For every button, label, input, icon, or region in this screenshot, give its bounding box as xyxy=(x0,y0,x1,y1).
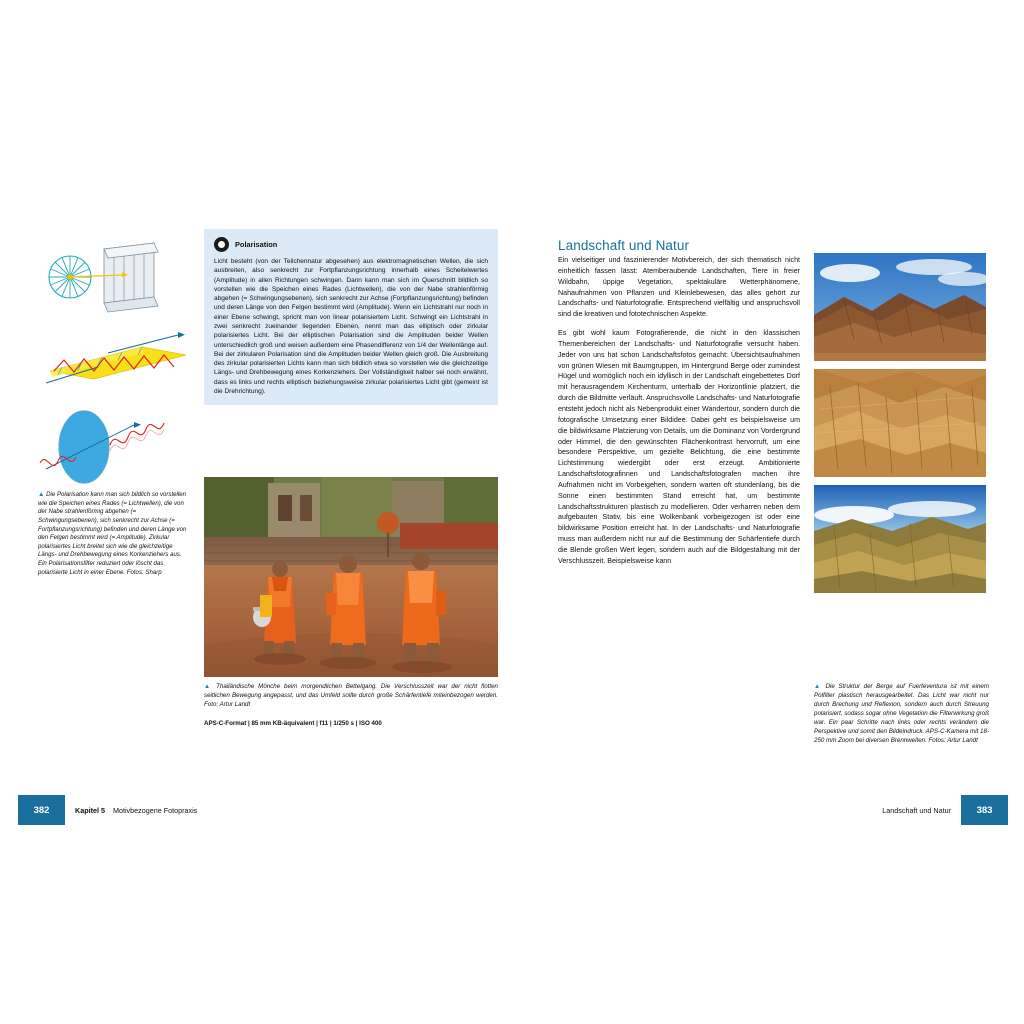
illustration-caption-text: Die Polarisation kann man sich bildlich so vorstellen wie die Speichen eines Rades (= Lichtwellen), die von der Nabe strahlenförmig abgehen (= Schwingungsebenen), sich senkrecht zur Achse (= Fortpflanzungsrichtung) befinden und deren Länge von den Felgen bestimmt wird (= Amplitude). Zirkular polarisiertes Licht breitet sich wie die gleichzeitige Längs- und Drehbewegung eines Korkenziehers aus. Ein Polarisationsfilter reduziert oder löscht das polarisierte Licht in einer Ebene. Fotos: Sharp xyxy=(38,491,187,576)
info-box-header xyxy=(214,237,488,252)
mountains-photo-caption-text: Die Struktur der Berge auf Fuerteventura ist mit einem Polfilter plastisch herausgearbeitet. Das Licht war nicht nur durch Brechung und Reflexion, sondern auch durch Streuung polarisiert, sodass sogar ohne Vegetation die Filterwirkung groß war. Ein paar Schritte nach links oder rechts verändern die Perspektive und somit den Bildeindruck. APS-C-Kamera mit 18-250 mm Zoom bei diversen Brennweiten. Fotos: Artur Landt xyxy=(814,683,989,744)
fuerteventura-mountains-photo-3 xyxy=(814,485,986,593)
photo-2-artwork xyxy=(814,369,986,477)
polarisation-diagram-svg xyxy=(38,235,190,490)
fuerteventura-mountains-photo-1 xyxy=(814,253,986,361)
monks-photo-caption xyxy=(204,683,498,710)
caption-arrow-icon: ▲ xyxy=(38,491,45,498)
info-box-body: Licht besteht (von der Teilchennatur abgesehen) aus elektromagnetischen Wellen, die sich ausbreiten, also senkrecht zur Fortpflanzungsrichtung innerhalb eines Scheitelwertes (Amplitude) in allen Richtungen schwingen. Dann kann man sich im Querschnitt bildlich so vorstellen wie die Speichen eines Rades (Lichtwellen), die von der Nabe strahlenförmig abgehen (= Schwingungsebenen), sich senkrecht zur Achse (Fortpflanzungsrichtung) befinden und deren Länge von den Felgen bestimmt wird (Amplitude). Wenn ein Lichtstrahl nur noch in einer Ebene schwingt, spricht man von linear polarisiertem Licht. Schwingt ein Lichtstrahl in zwei senkrecht zueinander liegenden Ebenen, nennt man das elliptisch oder zirkular polarisiertes Licht. Bei der elliptischen Polarisation sind die Amplituden beider Wellen unterschiedlich groß und weisen außerdem eine Phasendifferenz von 1/4 der Wellenlänge auf. Bei der zirkularen Polarisation sind die Amplituden beider Wellen gleich groß. Die Ausbreitung des zirkular polarisierten Lichts kann man sich bildlich etwa so vorstellen wie die gleichzeitige Längs- und Drehbewegung eines Korkenziehers. Der Vollständigkeit halber sei noch erwähnt, dass es links und rechts elliptisch beziehungsweise zirkular polarisiertes Licht gibt (gemeint ist die Drehrichtung). xyxy=(214,258,488,395)
polarisation-diagram xyxy=(38,235,190,490)
photo-stack xyxy=(814,253,986,601)
page-title: Landschaft und Natur xyxy=(558,238,690,254)
right-page xyxy=(530,215,1008,825)
photo-1-artwork xyxy=(814,253,986,361)
left-page xyxy=(18,215,498,825)
left-page-footer xyxy=(18,795,498,825)
illustration-caption xyxy=(38,490,190,577)
mountains-photo-caption xyxy=(814,683,989,746)
body-text xyxy=(558,255,800,575)
footer-left-text xyxy=(75,806,197,815)
caption-arrow-icon: ▲ xyxy=(204,683,213,690)
exif-line: APS-C-Format | 85 mm KB-äquivalent | f11 | 1/250 s | ISO 400 xyxy=(204,720,382,727)
right-page-footer xyxy=(530,795,1008,825)
monks-photo-caption-text: Thailändische Mönche beim morgendlichen Bettelgang. Die Verschlusszeit war der nicht flotten seitlichen Bewegung angepasst, und das Umfeld sollte durch große Schärfentiefe miteinbezogen werden. Foto: Artur Landt xyxy=(204,683,498,708)
photo-3-artwork xyxy=(814,485,986,593)
monks-alms-photo xyxy=(204,477,498,677)
folio-left: 382 xyxy=(18,795,65,825)
footer-chapter: Kapitel 5 xyxy=(75,805,105,815)
footer-right-text: Landschaft und Natur xyxy=(882,805,951,815)
info-box-polarisation xyxy=(204,229,498,405)
caption-arrow-icon: ▲ xyxy=(814,683,822,690)
monks-photo-artwork xyxy=(204,477,498,677)
paragraph-2: Es gibt wohl kaum Fotografierende, die nicht in den klassischen Themenbereichen der Landschafts- und Naturfotografie versucht haben. Jeder von uns hat schon Landschaftsfotos gemacht: Übersichtsaufnahmen von grünen Wiesen mit Baumgruppen, im Hintergrund Berge oder zumindest Hügel und womöglich noch ein idyllisch in der Landschaft eingebettetes Dorf mit herausragendem Kirchenturm, unterhalb der Horizontlinie platziert, die durch die Bildmitte verläuft. Anspruchsvolle Landschafts- und Naturfotografie entsteht jedoch nicht als Nebenprodukt einer Wandertour, sondern durch die fotografische Umsetzung einer Bildidee. Dabei geht es beispielsweise um die bildwirksame Platzierung von Details, um die Dominanz von Vordergrund oder Himmel, die den gewünschten Flächenkontrast hervorruft, um eine besondere Perspektive, um gezielte Belichtung, die eine bestimmte Lichtstimmung wiedergibt oder erst erzeugt. Ambitionierte Landschaftsfotografinnen und Landschaftsfotografen machen ihre Aufnahmen nicht im Vorbeigehen, sondern warten oft stundenlang, bis die Sonne einen bestimmten Stand erreicht hat, um bestimmte Landschaftsstrukturen plastisch zu modellieren. Oder verharren neben dem aufgebauten Stativ, bis eine Wolkenbank vorbeigezogen ist oder eine bildwirksame Position erreicht hat. In der Landschafts- und Naturfotografie muss man außerdem nicht nur auf die Bestimmung der Schärfentiefe durch die Blende großen Wert legen, sondern auch auf die Bildgestaltung mit der Verschlusszeit. Beispielsweise kann xyxy=(558,329,800,565)
paragraph-1: Ein vielseitiger und faszinierender Motivbereich, der sich thematisch nicht einheitlich fassen lässt: Atemberaubende Landschaften, Tiere in freier Wildbahn, üppige Vegetation, spektakuläre Wetterphänomene, Nahaufnahmen von Pflanzen und Kleinlebewesen, das alles gehört zur Landschafts- und Naturfotografie. Entsprechend vielfältig und anspruchsvoll sind die kreativen und fototechnischen Aspekte. xyxy=(558,256,800,319)
info-box-title: Polarisation xyxy=(235,240,278,249)
illustration-column xyxy=(38,235,190,577)
footer-chapter-title: Motivbezogene Fotopraxis xyxy=(112,805,198,815)
fuerteventura-mountains-photo-2 xyxy=(814,369,986,477)
folio-right: 383 xyxy=(961,795,1008,825)
info-circle-icon xyxy=(214,237,229,252)
